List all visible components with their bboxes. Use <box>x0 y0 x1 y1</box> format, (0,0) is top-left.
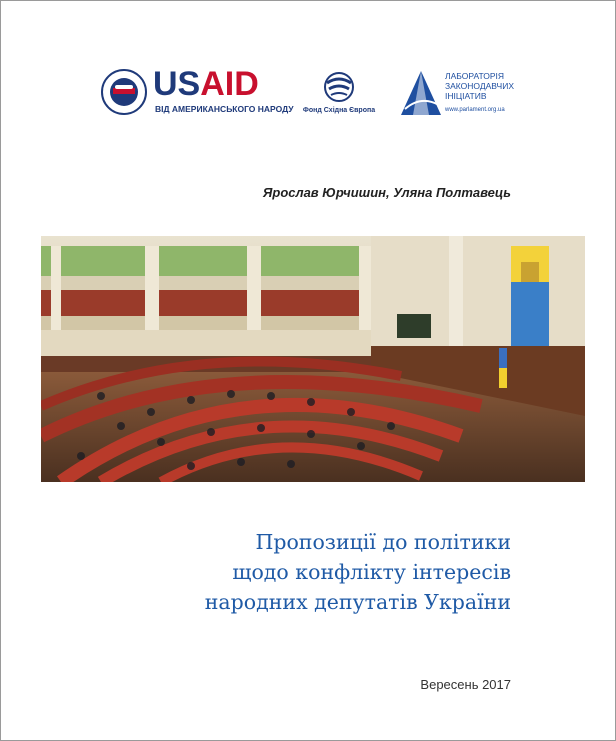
parliament-hall-photo <box>41 236 585 482</box>
lab-name <box>445 71 514 101</box>
usaid-wordmark-us: US <box>153 65 201 103</box>
usaid-seal-icon <box>101 69 147 115</box>
document-title <box>205 527 511 617</box>
lab-name-line: ЗАКОНОДАВЧИХ <box>445 81 514 91</box>
legislative-initiatives-lab-logo <box>395 65 535 121</box>
lab-name-line: ЛАБОРАТОРІЯ <box>445 71 505 81</box>
usaid-wordmark <box>153 67 259 101</box>
parliament-hall-illustration <box>41 236 585 482</box>
lab-url: www.parlament.org.ua <box>445 107 505 113</box>
east-europe-foundation-icon <box>299 69 379 109</box>
title-line: щодо конфлікту інтересів <box>232 560 511 584</box>
lab-triangle-icon <box>395 65 445 121</box>
partner-logos <box>93 61 533 121</box>
authors: Ярослав Юрчишин, Уляна Полтавець <box>262 185 511 200</box>
title-line: народних депутатів України <box>204 590 511 614</box>
publication-date: Вересень 2017 <box>420 677 511 692</box>
east-europe-foundation-label: Фонд Східна Європа <box>302 107 376 114</box>
east-europe-foundation-logo <box>299 69 379 119</box>
usaid-subtitle: ВІД АМЕРИКАНСЬКОГО НАРОДУ <box>155 104 294 114</box>
title-line: Пропозиції до політики <box>255 530 511 554</box>
lab-name-line: ІНІЦІАТИВ <box>445 91 487 101</box>
usaid-wordmark-aid: AID <box>200 65 259 103</box>
